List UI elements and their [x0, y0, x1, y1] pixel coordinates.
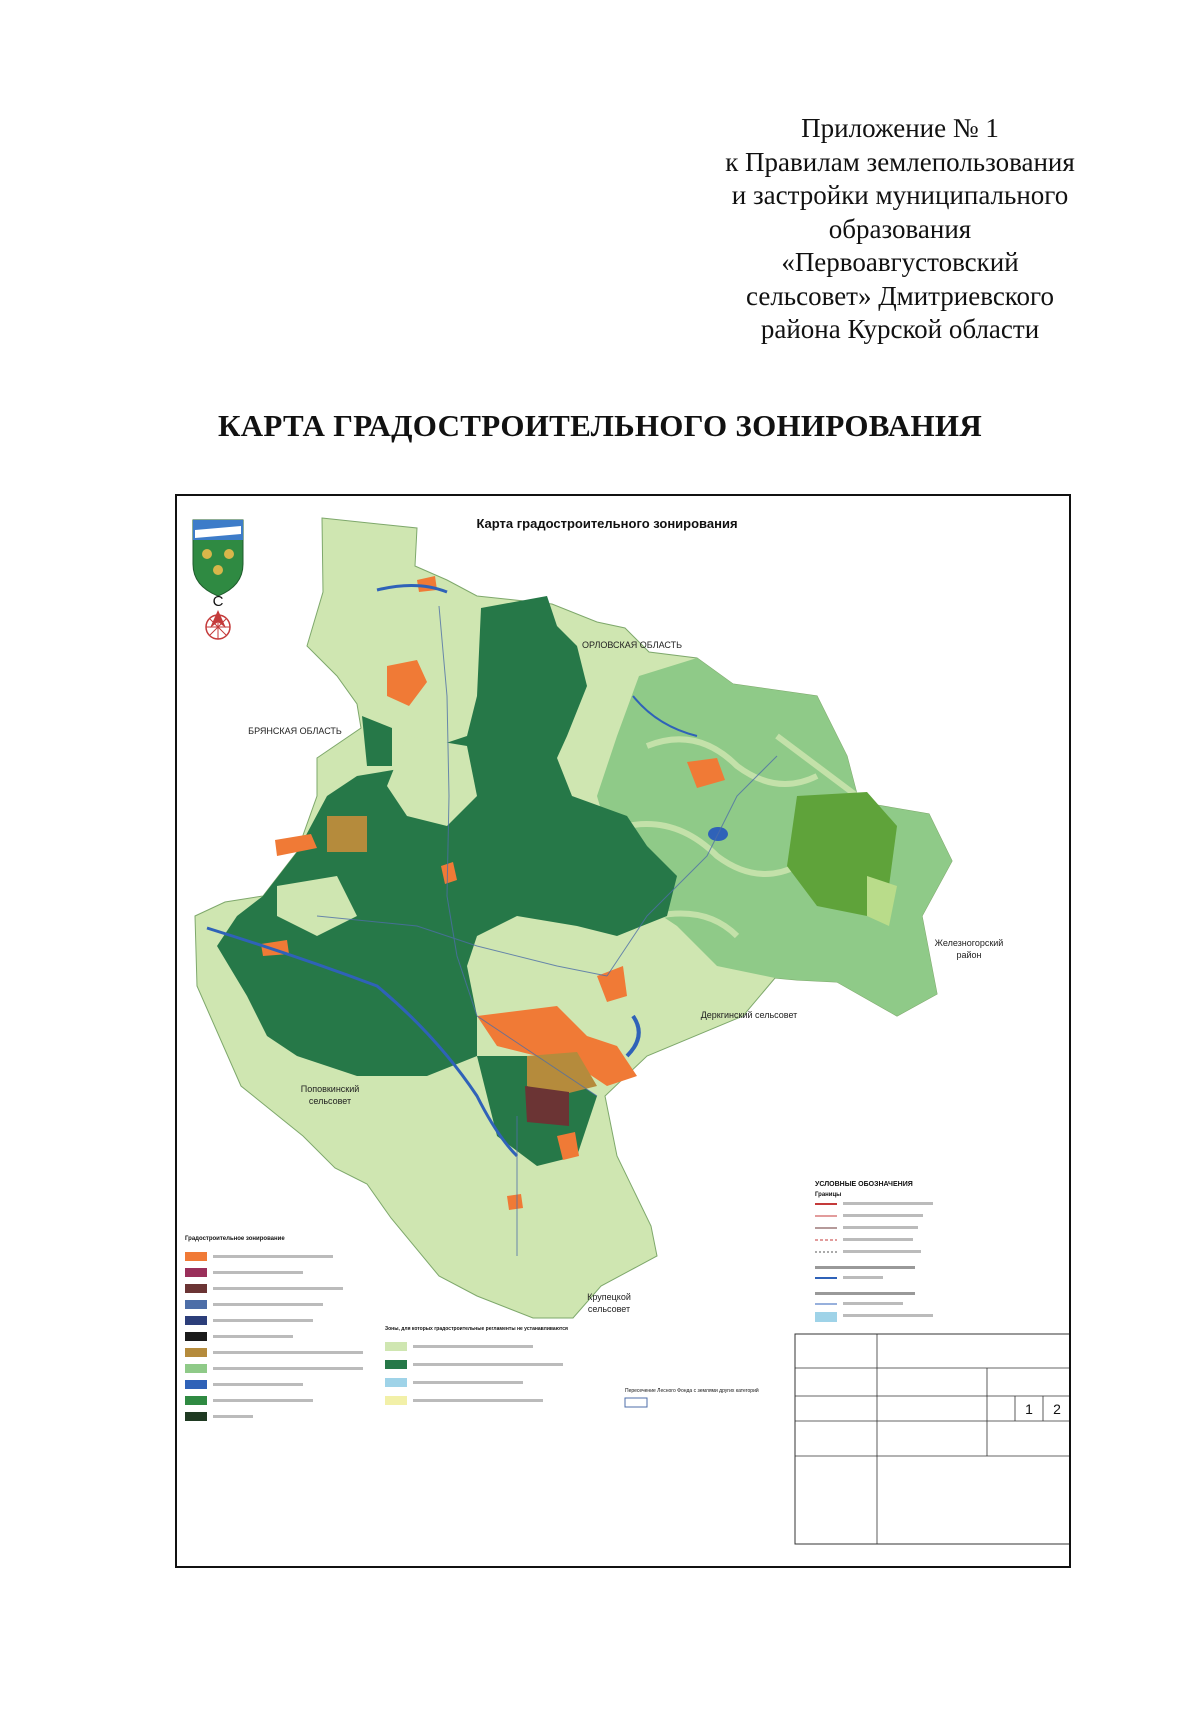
region-label-zheleznogorsk-2: район: [956, 950, 982, 960]
region-label-orel: ОРЛОВСКАЯ ОБЛАСТЬ: [581, 640, 683, 650]
legend-borders-title: Границы: [815, 1192, 842, 1198]
map-canvas: [177, 496, 1071, 1568]
legend-zoning: [185, 1236, 363, 1421]
appendix-line: и застройки муниципального: [731, 180, 1069, 210]
appendix-line: района Курской области: [760, 314, 1040, 344]
appendix-line: образования: [828, 213, 972, 244]
region-label-popovkin-2: сельсовет: [308, 1096, 352, 1106]
coat-of-arms-icon: [193, 520, 243, 596]
zoning-map: [175, 494, 1071, 1568]
stamp-sheet: 1: [1025, 1401, 1033, 1417]
stamp-sheets: 2: [1053, 1401, 1061, 1417]
appendix-line: к Правилам землепользования: [725, 146, 1075, 177]
region-label-derkgin: Деркгинский сельсовет: [700, 1010, 798, 1020]
brown-zone: [525, 1086, 569, 1126]
north-arrow-icon: [206, 593, 230, 639]
legend-conventions-title: УСЛОВНЫЕ ОБОЗНАЧЕНИЯ: [815, 1181, 913, 1188]
legend-other-zones-title: Зоны, для которых градостроительные регламенты не устанавливаются: [385, 1326, 568, 1332]
appendix-line: Приложение № 1: [801, 113, 999, 143]
region-label-zheleznogorsk-1: Железногорский: [934, 938, 1004, 948]
legend-zoning-title: Градостроительное зонирование: [185, 1236, 285, 1242]
region-label-bryansk: БРЯНСКАЯ ОБЛАСТЬ: [248, 726, 342, 736]
appendix-line: сельсовет» Дмитриевского: [746, 280, 1054, 311]
region-label-krupets-1: Крупецкой: [587, 1292, 631, 1302]
region-label-popovkin-1: Поповкинский: [300, 1084, 360, 1094]
region-label-krupets-2: сельсовет: [587, 1304, 631, 1314]
title-block: [795, 1334, 1071, 1544]
olive-zone: [327, 816, 367, 852]
appendix-line: «Первоавгустовский: [781, 247, 1019, 277]
legend-forest-note: [625, 1387, 759, 1407]
document-title: КАРТА ГРАДОСТРОИТЕЛЬНОГО ЗОНИРОВАНИЯ: [217, 408, 983, 443]
appendix-caption: [690, 112, 1110, 347]
legend-forest-note-text: Пересечение Лесного Фонда с землями других категорий: [625, 1388, 759, 1394]
map-title: Карта градостроительного зонирования: [476, 516, 738, 531]
legend-other-zones: [385, 1326, 568, 1405]
north-label: С: [212, 593, 224, 610]
legend-conventions: [815, 1181, 933, 1322]
